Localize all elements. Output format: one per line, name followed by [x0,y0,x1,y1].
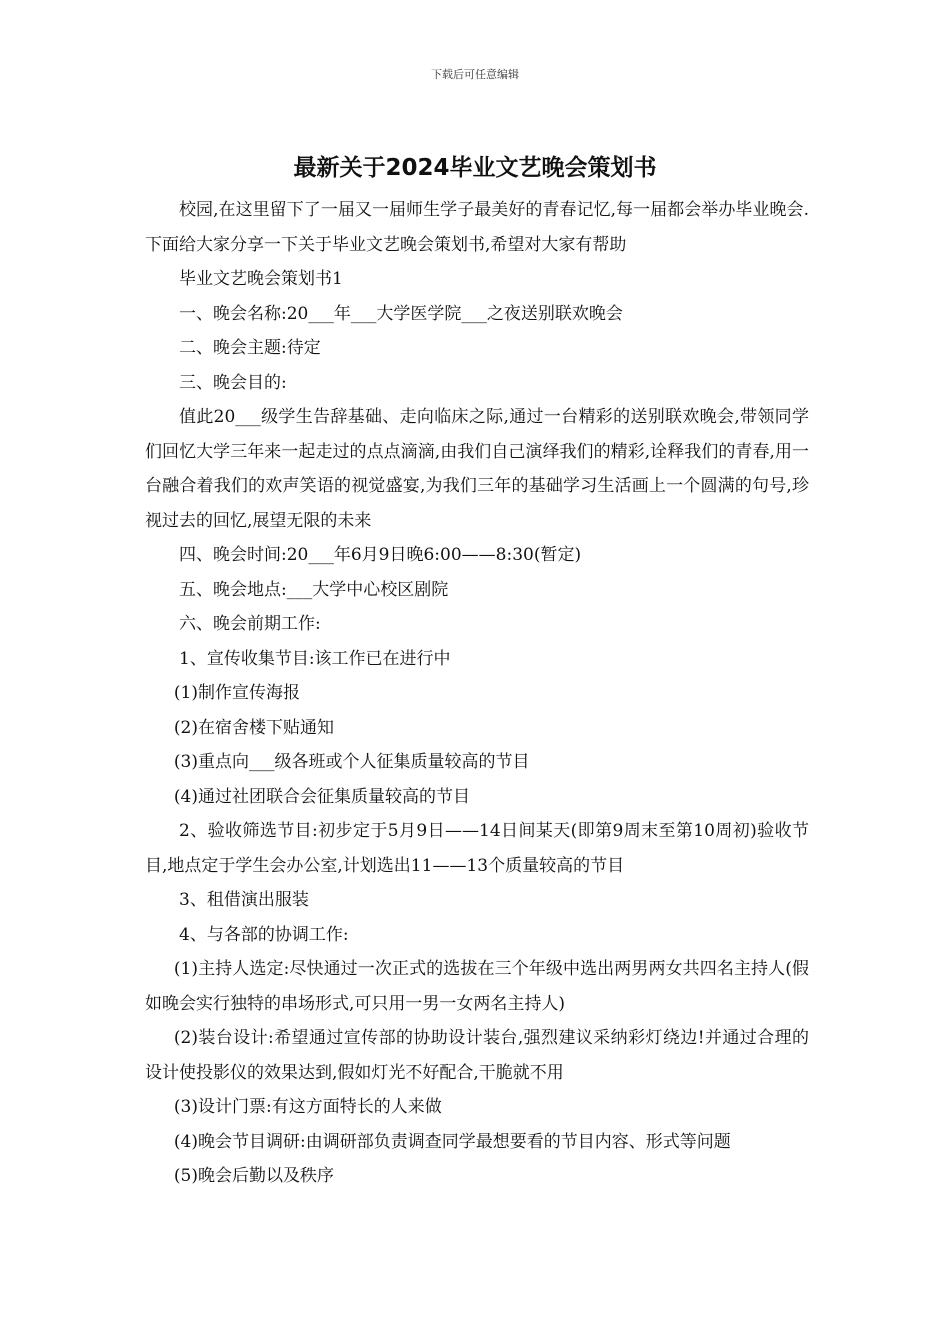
paragraph-plan-heading: 毕业文艺晚会策划书1 [179,269,343,289]
paragraph-prep-4-1: (1)主持人选定:尽快通过一次正式的选拔在三个年级中选出两男两女共四名主持人(假如晚会实行独特的串场形式,可只用一男一女两名主持人) [145,959,809,1014]
document-body [145,193,809,1194]
paragraph-prep-4-5: (5)晚会后勤以及秩序 [173,1166,334,1186]
paragraph-prep-4-2: (2)装台设计:希望通过宣传部的协助设计装台,强烈建议采纳彩灯绕边!并通过合理的设计使投影仪的效果达到,假如灯光不好配合,干脆就不用 [145,1028,809,1083]
paragraph-prep-1-2: (2)在宿舍楼下贴通知 [173,717,334,738]
document-title: 最新关于2024毕业文艺晚会策划书 [293,155,657,181]
paragraph-prep-heading: 六、晚会前期工作: [179,614,321,634]
paragraph-prep-3: 3、租借演出服装 [179,890,309,910]
paragraph-prep-1: 1、宣传收集节目:该工作已在进行中 [179,648,451,669]
paragraph-prep-1-1: (1)制作宣传海报 [173,683,300,703]
paragraph-prep-2: 2、验收筛选节目:初步定于5月9日——14日间某天(即第9周末至第10周初)验收节目,地点定于学生会办公室,计划选出11——13个质量较高的节目 [145,821,809,876]
paragraph-location: 五、晚会地点:___大学中心校区剧院 [179,579,449,600]
paragraph-prep-1-4: (4)通过社团联合会征集质量较高的节目 [173,786,470,807]
paragraph-prep-4-3: (3)设计门票:有这方面特长的人来做 [173,1097,442,1117]
paragraph-intro: 校园,在这里留下了一届又一届师生学子最美好的青春记忆,每一届都会举办毕业晚会.下面给大家分享一下关于毕业文艺晚会策划书,希望对大家有帮助 [145,200,809,255]
paragraph-purpose: 值此20___级学生告辞基础、走向临床之际,通过一台精彩的送别联欢晚会,带领同学们回忆大学三年来一起走过的点点滴滴,由我们自己演绎我们的精彩,诠释我们的青春,用一台融合着我们的欢声笑语的视觉盛宴,为我们三年的基础学习生活画上一个圆满的句号,珍视过去的回忆,展望无限的未来 [145,407,809,531]
paragraph-theme: 二、晚会主题:待定 [179,338,321,358]
page-header-note: 下载后可任意编辑 [431,68,519,81]
paragraph-prep-1-3: (3)重点向___级各班或个人征集质量较高的节目 [173,752,530,772]
paragraph-prep-4-4: (4)晚会节目调研:由调研部负责调查同学最想要看的节目内容、形式等问题 [173,1131,731,1152]
paragraph-purpose-heading: 三、晚会目的: [179,372,287,393]
paragraph-prep-4: 4、与各部的协调工作: [179,924,349,945]
paragraph-time: 四、晚会时间:20___年6月9日晚6:00——8:30(暂定) [179,545,582,565]
paragraph-name: 一、晚会名称:20___年___大学医学院___之夜送别联欢晚会 [179,303,623,324]
